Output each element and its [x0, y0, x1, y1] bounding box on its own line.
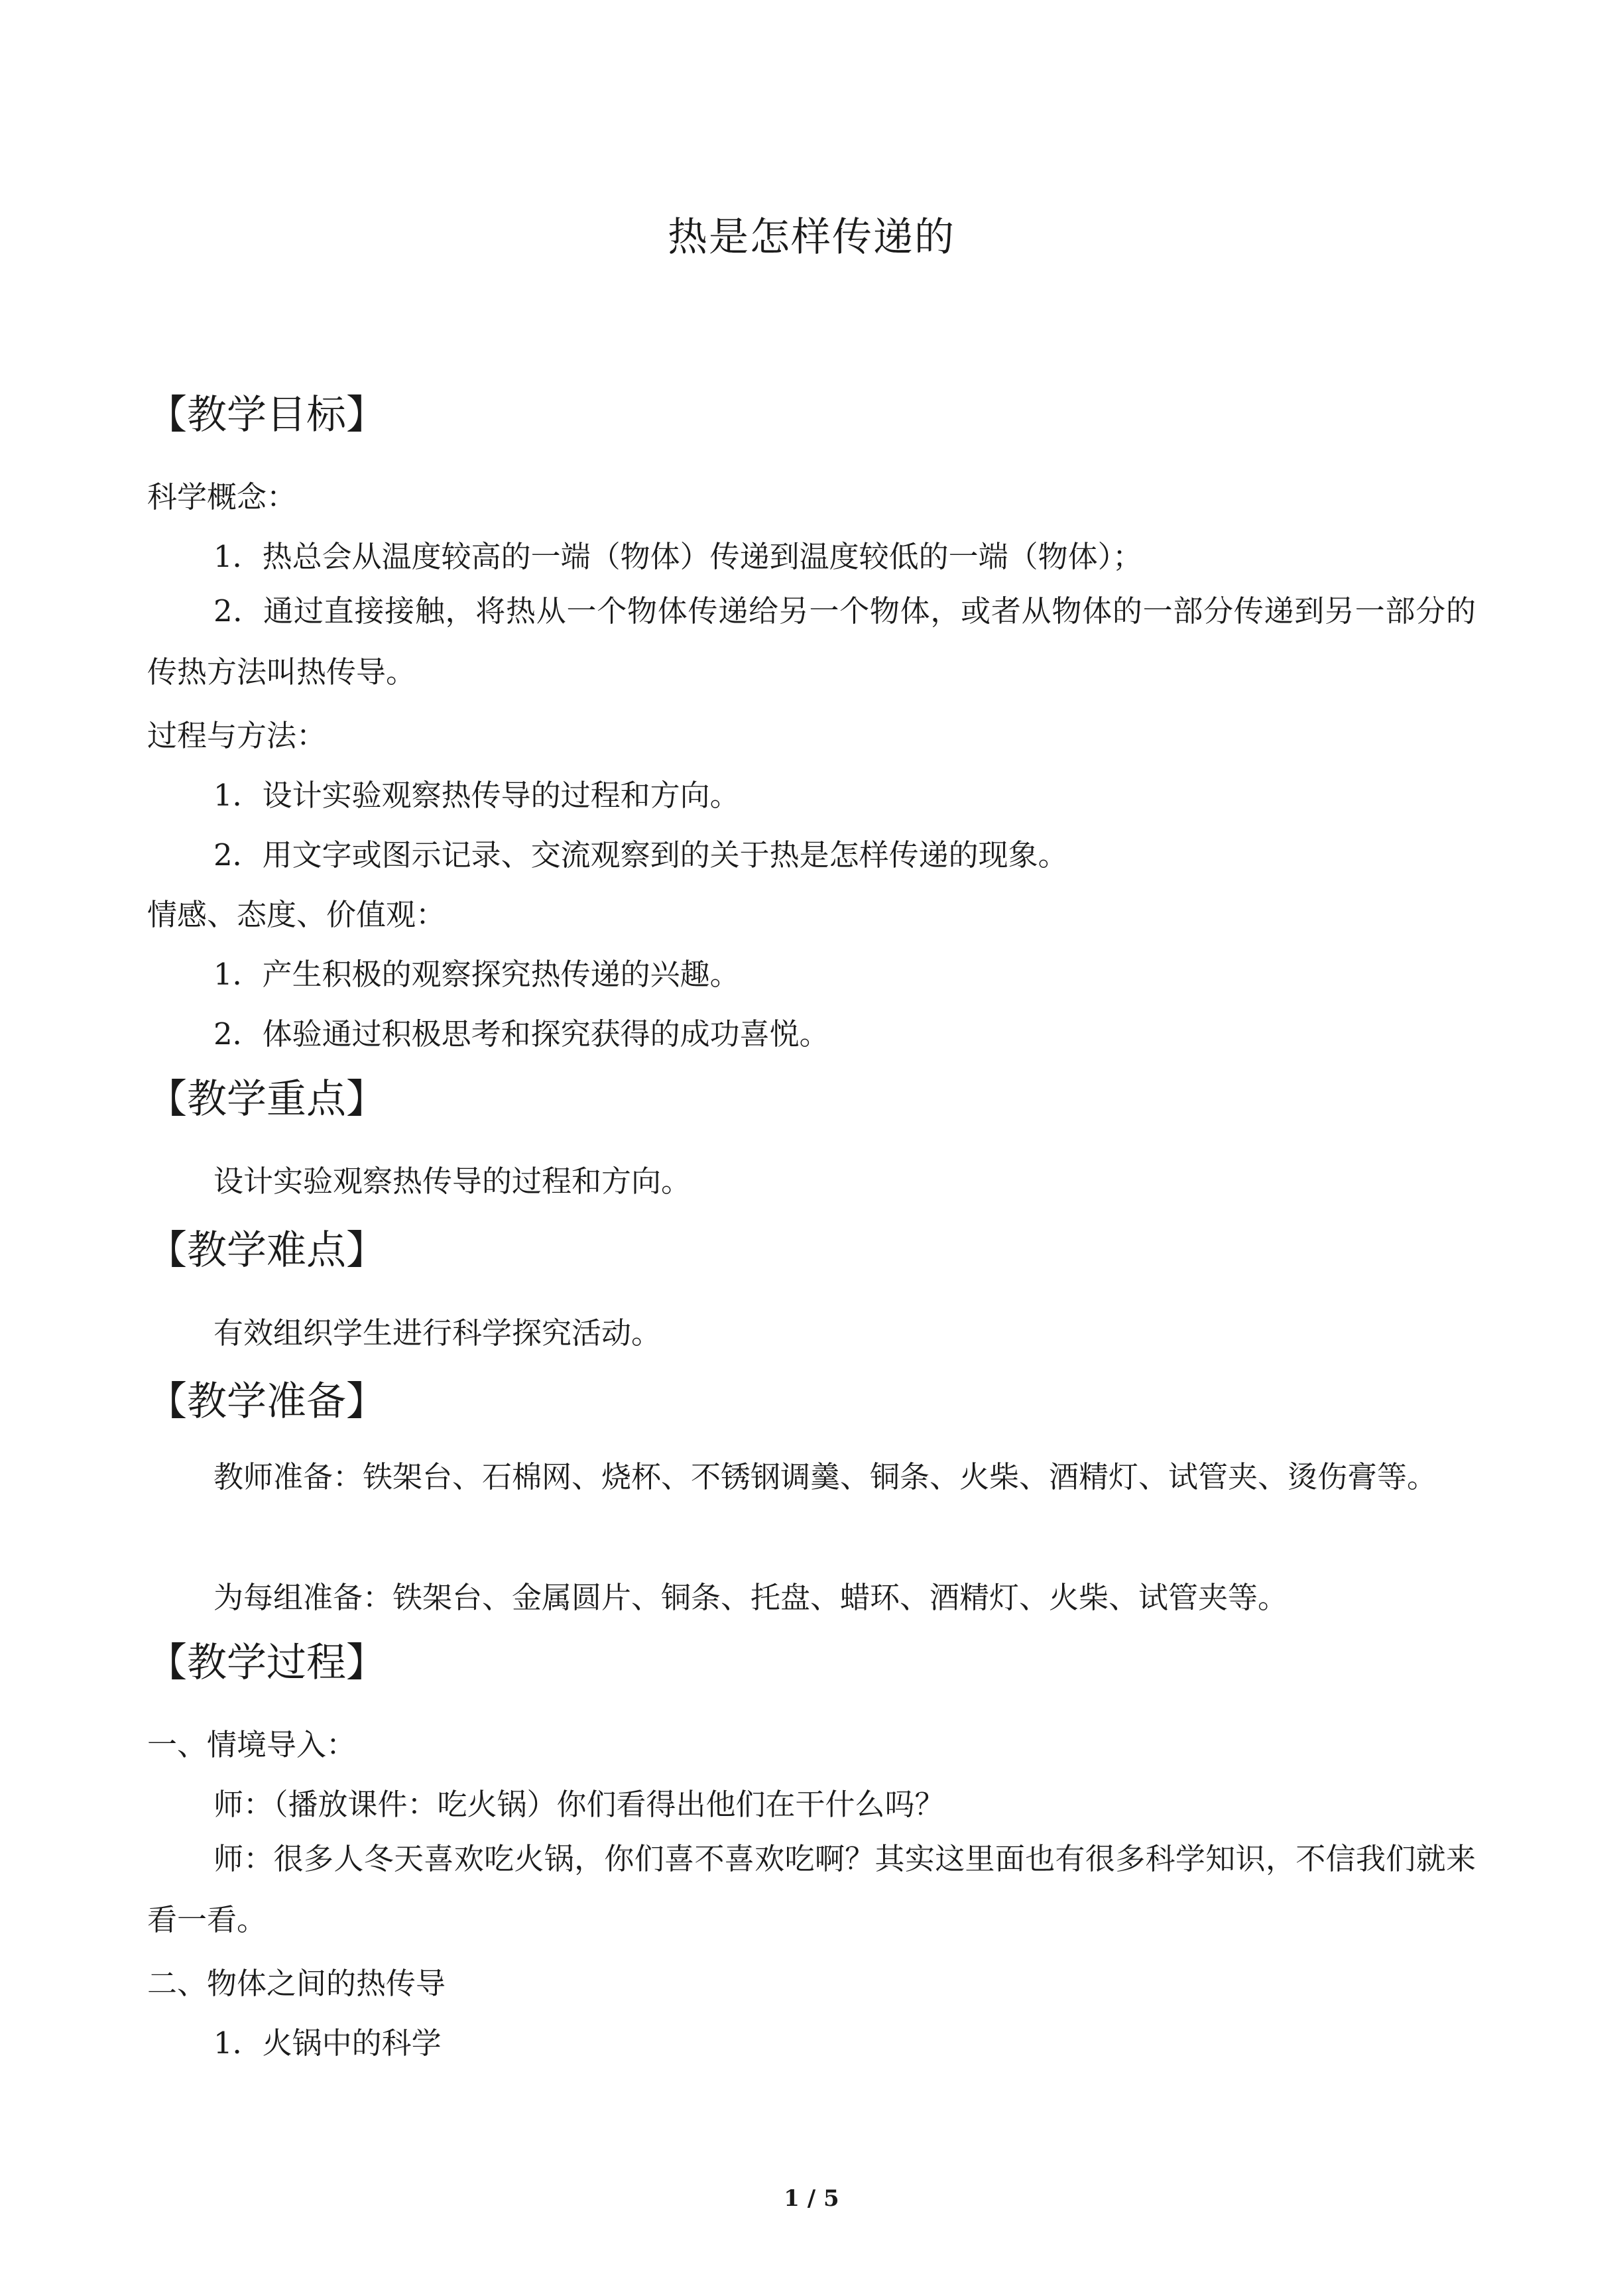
- part1-line-2: 师：很多人冬天喜欢吃火锅，你们喜不喜欢吃啊？其实这里面也有很多科学知识，不信我们就来看一看。: [147, 1841, 1476, 1937]
- heading-process: 【教学过程】: [147, 1640, 386, 1686]
- concept-item-1: 1．热总会从温度较高的一端（物体）传递到温度较低的一端（物体）；: [213, 539, 1143, 574]
- heading-objectives: 【教学目标】: [147, 392, 386, 438]
- attitude-item-1: 1．产生积极的观察探究热传递的兴趣。: [213, 957, 740, 992]
- page-title: 热是怎样传递的: [668, 214, 955, 261]
- preparation-teacher: 教师准备：铁架台、石棉网、烧杯、不锈钢调羹、铜条、火柴、酒精灯、试管夹、烫伤膏等。: [213, 1459, 1437, 1494]
- part1-line-1: 师：（播放课件：吃火锅）你们看得出他们在干什么吗？: [213, 1787, 945, 1822]
- heading-preparation: 【教学准备】: [147, 1378, 386, 1425]
- page-number: 1 / 5: [784, 2185, 839, 2212]
- attitude-label: 情感、态度、价值观：: [147, 897, 446, 932]
- preparation-groups: 为每组准备：铁架台、金属圆片、铜条、托盘、蜡环、酒精灯、火柴、试管夹等。: [213, 1580, 1288, 1615]
- process-item-1: 1．设计实验观察热传导的过程和方向。: [213, 778, 740, 813]
- part1-label: 一、情境导入：: [147, 1727, 357, 1762]
- concept-item-2: 2．通过直接接触，将热从一个物体传递给另一个物体，或者从物体的一部分传递到另一部分的传热方法叫热传导。: [147, 593, 1476, 690]
- part2-item-1: 1．火锅中的科学: [213, 2025, 442, 2061]
- concept-label: 科学概念：: [147, 479, 297, 514]
- heading-key-points: 【教学重点】: [147, 1076, 386, 1122]
- part2-label: 二、物体之间的热传导: [147, 1966, 446, 2001]
- attitude-item-2: 2．体验通过积极思考和探究获得的成功喜悦。: [213, 1016, 829, 1052]
- difficulties-text: 有效组织学生进行科学探究活动。: [213, 1315, 662, 1351]
- process-label: 过程与方法：: [147, 718, 327, 753]
- heading-difficulties: 【教学难点】: [147, 1227, 386, 1274]
- key-points-text: 设计实验观察热传导的过程和方向。: [213, 1164, 691, 1199]
- process-item-2: 2．用文字或图示记录、交流观察到的关于热是怎样传递的现象。: [213, 837, 1068, 873]
